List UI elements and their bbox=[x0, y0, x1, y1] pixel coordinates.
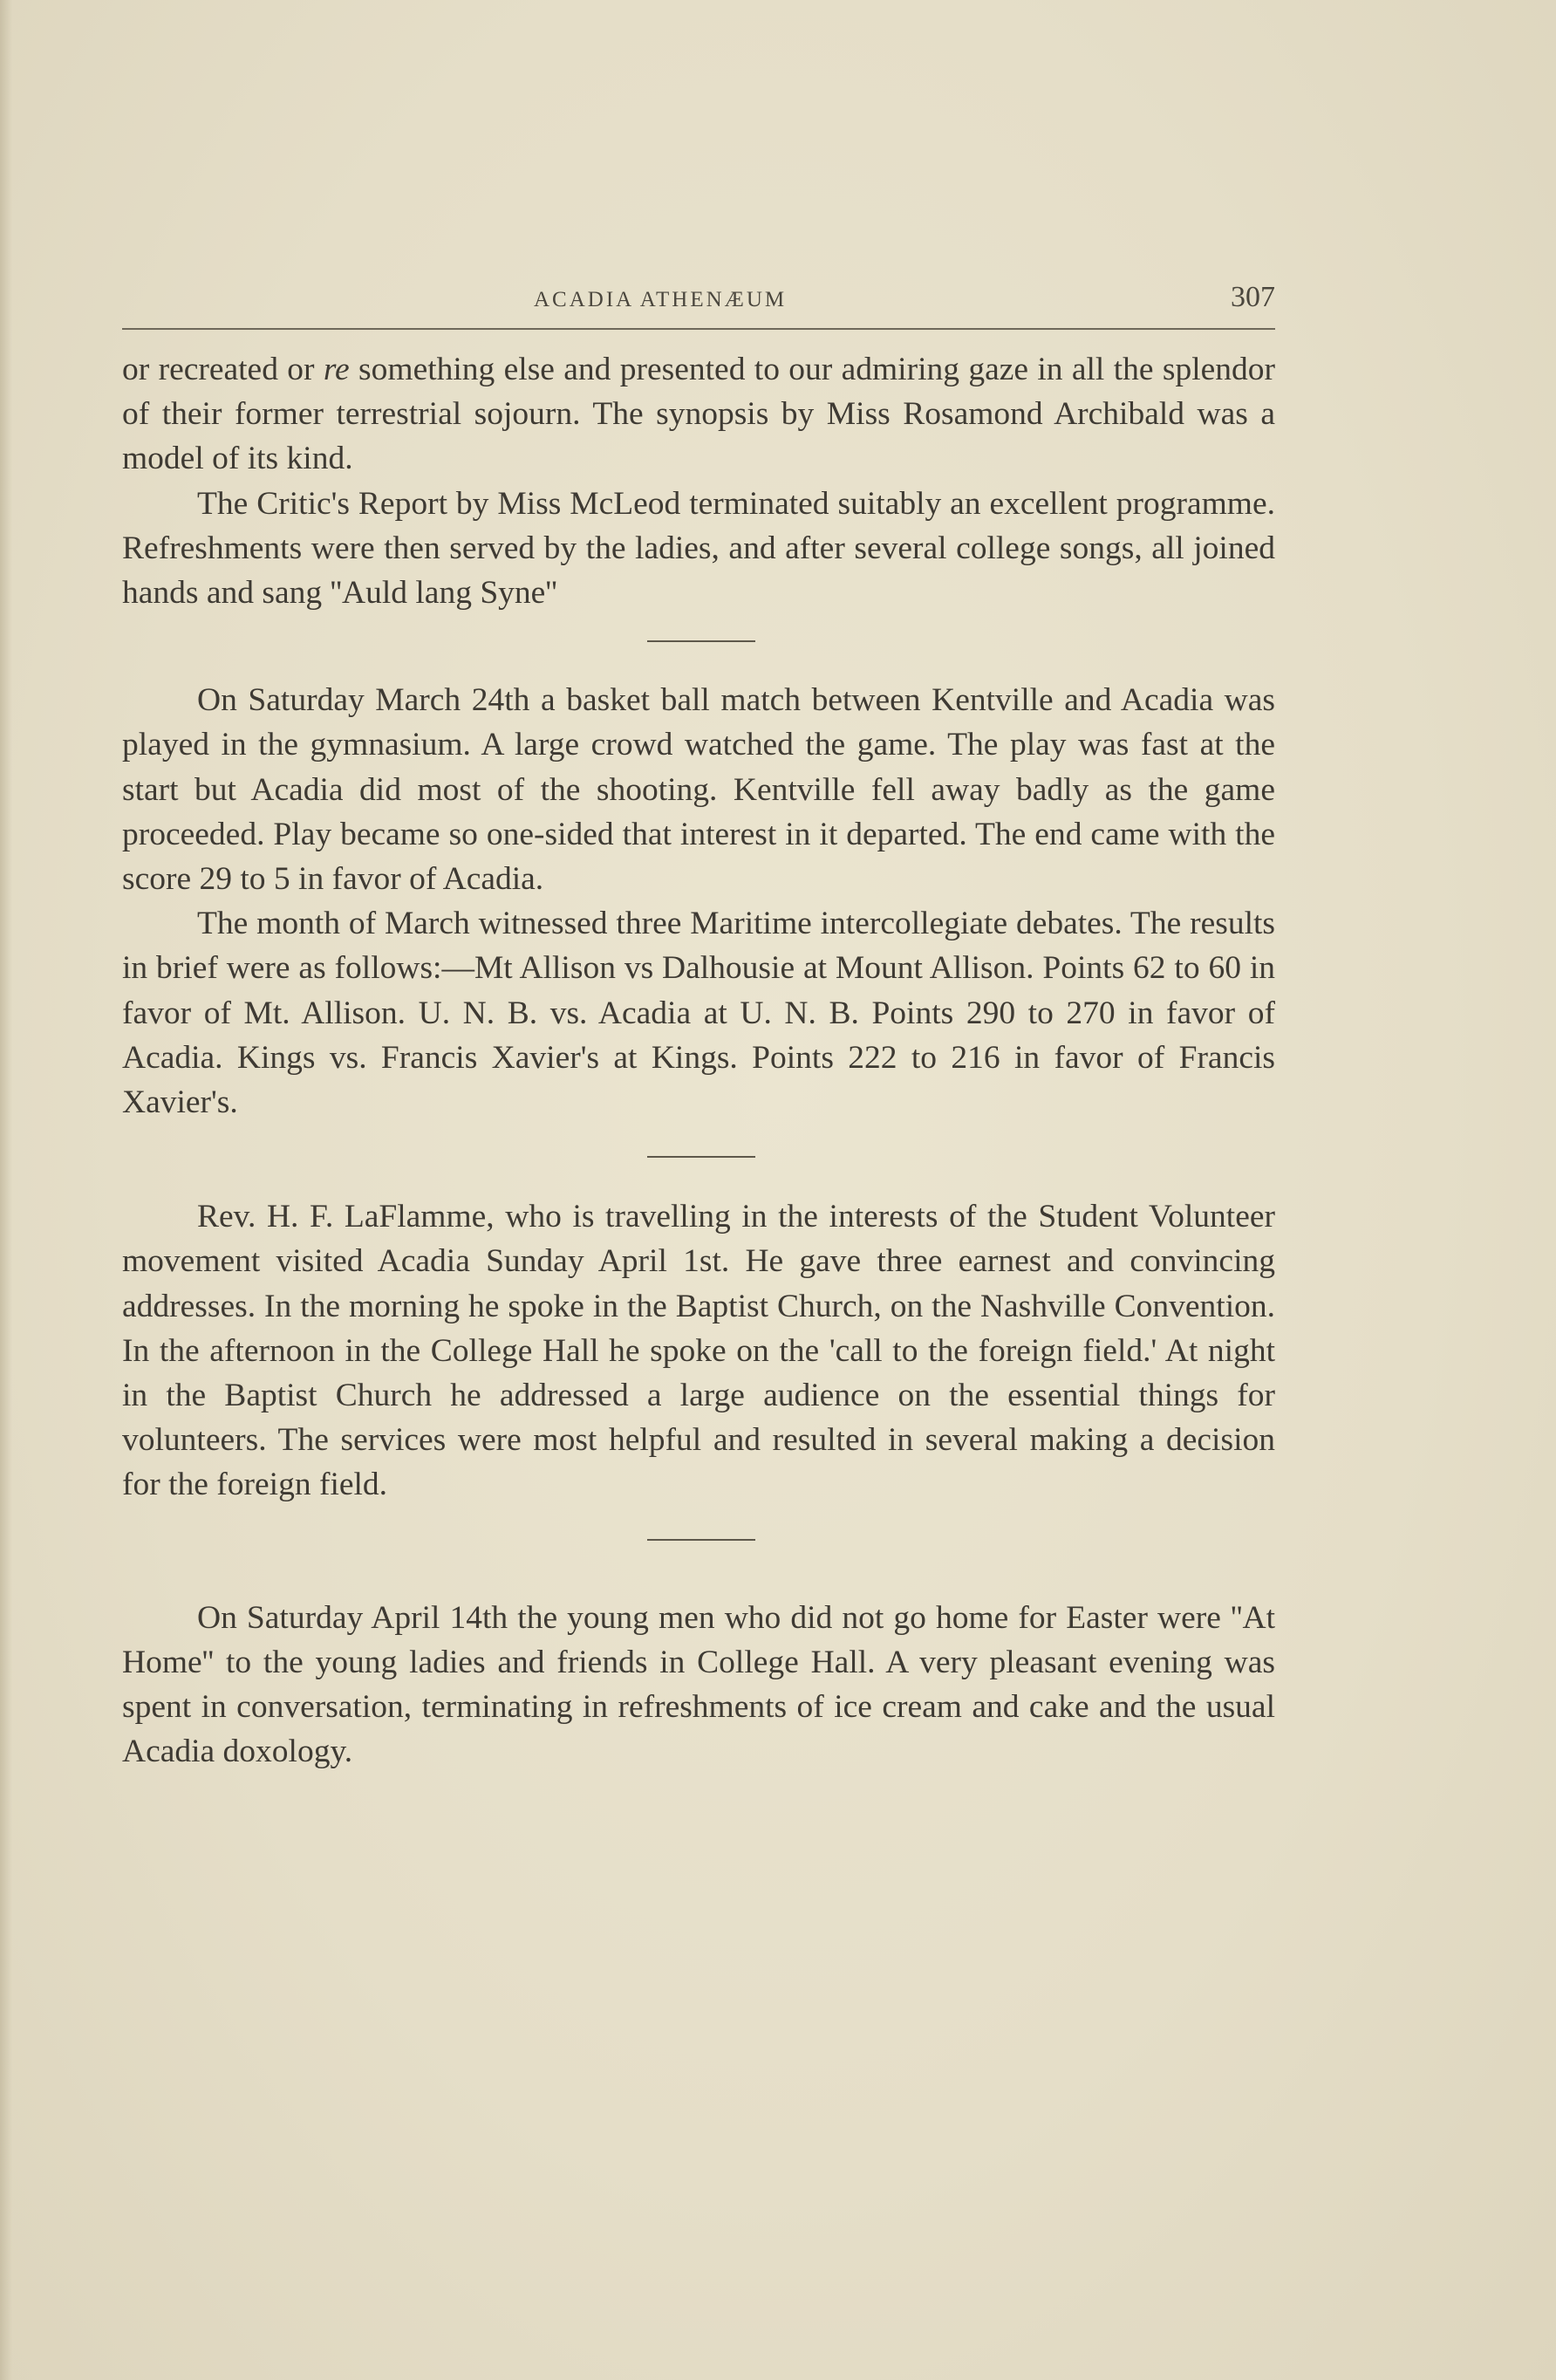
paragraph-critics-report: The Critic's Report by Miss McLeod terminated suitably an excellent programme. Refreshments were then served by the ladies, and after several college songs, all joined hands and sang ''Auld lang Syne'' bbox=[122, 485, 1275, 612]
page-header bbox=[122, 281, 1275, 319]
paragraph-basketball: On Saturday March 24th a basket ball match between Kentville and Acadia was played in the gymnasium. A large crowd watched the game. The play was fast at the start but Acadia did most of the shooting. Kentville fell away badly as the game proceeded. Play became so one-sided that interest in it departed. The end came with the score 29 to 5 in favor of Acadia. bbox=[122, 682, 1275, 898]
running-title: ACADIA ATHENÆUM bbox=[534, 288, 788, 311]
header-rule bbox=[122, 328, 1275, 330]
paragraph-synopsis-rest: something else and presented to our admiring gaze in all the splendor of their former terrestrial sojourn. The synopsis by Miss Rosamond Archibald was a model of its kind. bbox=[122, 352, 1275, 477]
paragraph-debates: The month of March witnessed three Maritime intercollegiate debates. The results in brief were as follows:—Mt Allison vs Dalhousie at Mount Allison. Points 62 to 60 in favor of Mt. Allison. U. N. B. vs. Acadia at U. N. B. Points 290 to 270 in favor of Acadia. Kings vs. Francis Xavier's at Kings. Points 222 to 216 in favor of Francis Xavier's. bbox=[122, 906, 1275, 1121]
page-edge-shadow bbox=[0, 0, 12, 2380]
paragraph-at-home: On Saturday April 14th the young men who did not go home for Easter were ''At Home'' to the young ladies and friends in College Hall. A very pleasant evening was spent in conversation, terminating in refreshments of ice cream and cake and the usual Acadia doxology. bbox=[122, 1599, 1275, 1770]
article-body bbox=[122, 347, 1275, 1774]
page-number: 307 bbox=[1231, 281, 1275, 313]
paragraph-laflamme: Rev. H. F. LaFlamme, who is travelling in the interests of the Student Volunteer movement visited Acadia Sunday April 1st. He gave three earnest and convincing addresses. In the morning he spoke in the Baptist Church, on the Nashville Convention. In the afternoon in the College Hall he spoke on the 'call to the foreign field.' At night in the Baptist Church he addressed a large audience on the essential things for volunteers. The services were most helpful and resulted in several making a decision for the foreign field. bbox=[122, 1199, 1275, 1503]
paragraph-synopsis-start: or recreated or bbox=[122, 352, 324, 387]
paragraph-synopsis bbox=[122, 347, 1275, 482]
paragraph-synopsis-italic: re bbox=[323, 352, 350, 387]
